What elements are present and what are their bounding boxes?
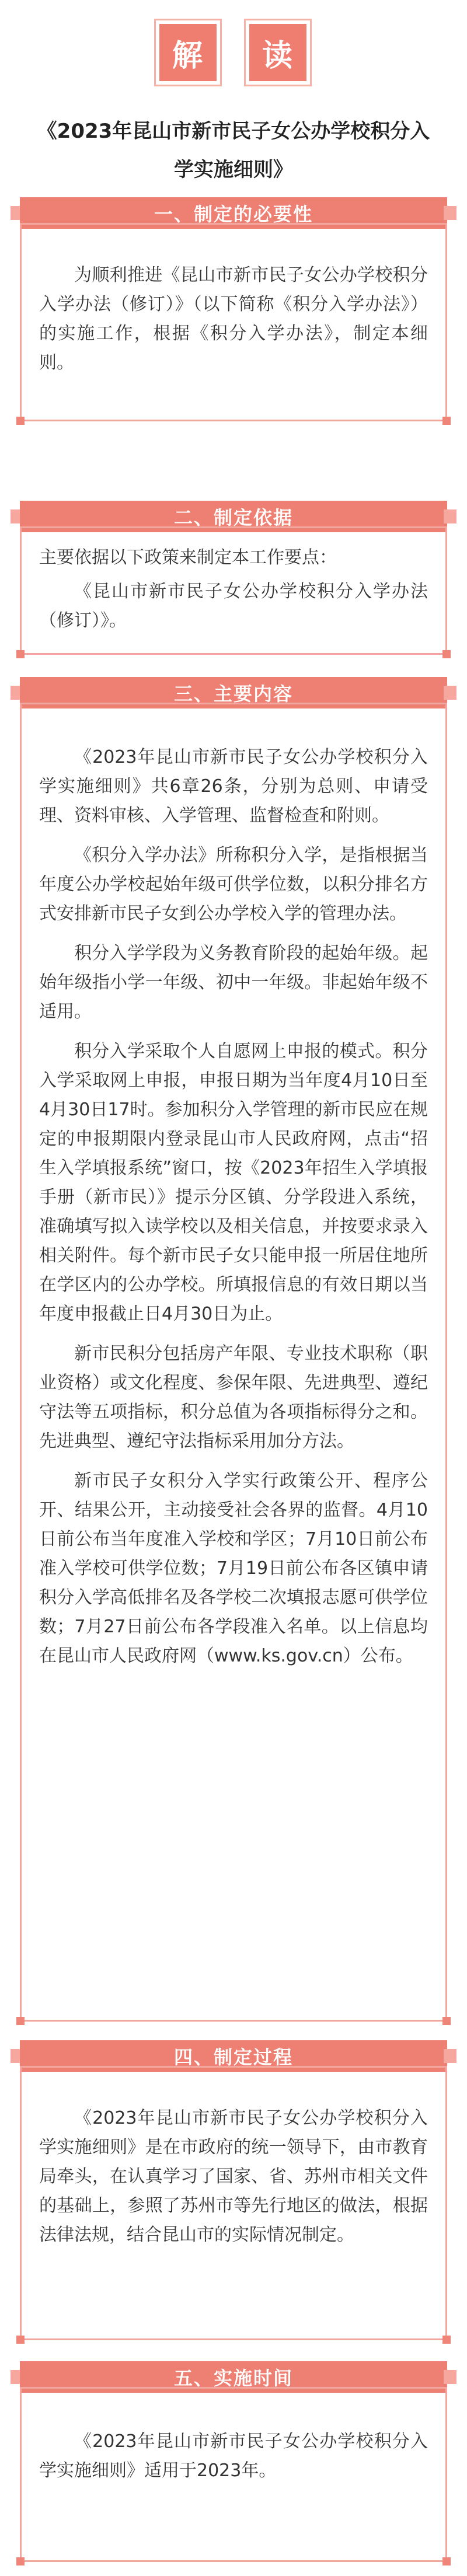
corner-decoration [16,650,25,658]
header-tab-right [444,206,456,220]
badge-jie [154,19,222,86]
section-2-body [20,526,447,655]
header-tab-right [444,686,456,700]
section-4-paragraph-1: 《2023年昆山市新市民子女公办学校积分入学实施细则》是在市政府的统一领导下，由市教育局牵头，在认真学习了国家、省、苏州市相关文件的基础上，参照了苏州市等先行地区的做法，根据法律法规，结合昆山市的实际情况制定。 [39,2108,428,2245]
section-5-paragraph-1: 《2023年昆山市新市民子女公办学校积分入学实施细则》适用于2023年。 [39,2431,428,2481]
section-2-title: 二、制定依据 [173,507,293,529]
corner-decoration [442,2557,451,2565]
section-4-body [20,2066,447,2340]
header-tab-right [444,2370,456,2384]
corner-decoration [16,417,25,425]
header-badges [0,8,467,90]
badge-du [244,19,312,86]
corner-decoration [442,650,451,658]
section-4-title: 四、制定过程 [173,2046,293,2068]
corner-decoration [442,2336,451,2344]
section-3-paragraph-3: 积分入学学段为义务教育阶段的起始年级。起始年级指小学一年级、初中一年级。非起始年级不适用。 [39,943,428,1022]
section-3-paragraph-2: 《积分入学办法》所称积分入学，是指根据当年度公办学校起始年级可供学位数，以积分排名方式安排新市民子女到公办学校入学的管理办法。 [39,845,428,924]
badge-du-text: 读 [249,24,306,81]
section-1-body [20,223,447,421]
section-1-title: 一、制定的必要性 [154,203,313,225]
section-3-paragraph-6: 新市民子女积分入学实行政策公开、程序公开、结果公开，主动接受社会各界的监督。4月10日前公布当年度准入学校和学区；7月10日前公布准入学校可供学位数；7月19日前公布各区镇申请积分入学高低排名及各学校二次填报志愿可供学位数；7月27日前公布各学段准入名单。以上信息均在昆山市人民政府网（www.ks.gov.cn）公布。 [39,1471,428,1666]
section-5-body [20,2387,447,2562]
corner-decoration [442,417,451,425]
header-tab-right [444,509,456,523]
corner-decoration [442,2017,451,2025]
section-3-paragraph-5: 新市民积分包括房产年限、专业技术职称（职业资格）或文化程度、参保年限、先进典型、遵纪守法等五项指标，积分总值为各项指标得分之和。先进典型、遵纪守法指标采用加分方法。 [39,1343,428,1451]
corner-decoration [16,2336,25,2344]
section-5-title: 五、实施时间 [173,2367,293,2389]
document-title: 《2023年昆山市新市民子女公办学校积分入学实施细则》 [37,120,430,181]
section-3-paragraph-1: 《2023年昆山市新市民子女公办学校积分入学实施细则》共6章26条，分别为总则、申请受理、资料审核、入学管理、监督检查和附则。 [39,747,428,826]
section-3-paragraph-4: 积分入学采取个人自愿网上申报的模式。积分入学采取网上申报，申报日期为当年度4月10日至4月30日17时。参加积分入学管理的新市民应在规定的申报期限内登录昆山市人民政府网，点击“招生入学填报系统”窗口，按《2023年招生入学填报手册（新市民）》提示分区镇、分学段进入系统，准确填写拟入读学校以及相关信息，并按要求录入相关附件。每个新市民子女只能申报一所居住地所在学区内的公办学校。所填报信息的有效日期以当年度申报截止日4月30日为止。 [39,1041,428,1324]
section-3-body [20,703,447,2022]
section-2-paragraph-1: 主要依据以下政策来制定本工作要点： [39,547,337,568]
section-3-title: 三、主要内容 [173,683,293,705]
corner-decoration [16,2017,25,2025]
corner-decoration [16,2557,25,2565]
section-1-paragraph-1: 为顺利推进《昆山市新市民子女公办学校积分入学办法（修订）》（以下简称《积分入学办法》）的实施工作，根据《积分入学办法》，制定本细则。 [39,265,428,373]
section-2-paragraph-2: 《昆山市新市民子女公办学校积分入学办法（修订）》。 [39,581,428,631]
badge-jie-text: 解 [159,24,217,81]
header-tab-right [444,2049,456,2063]
